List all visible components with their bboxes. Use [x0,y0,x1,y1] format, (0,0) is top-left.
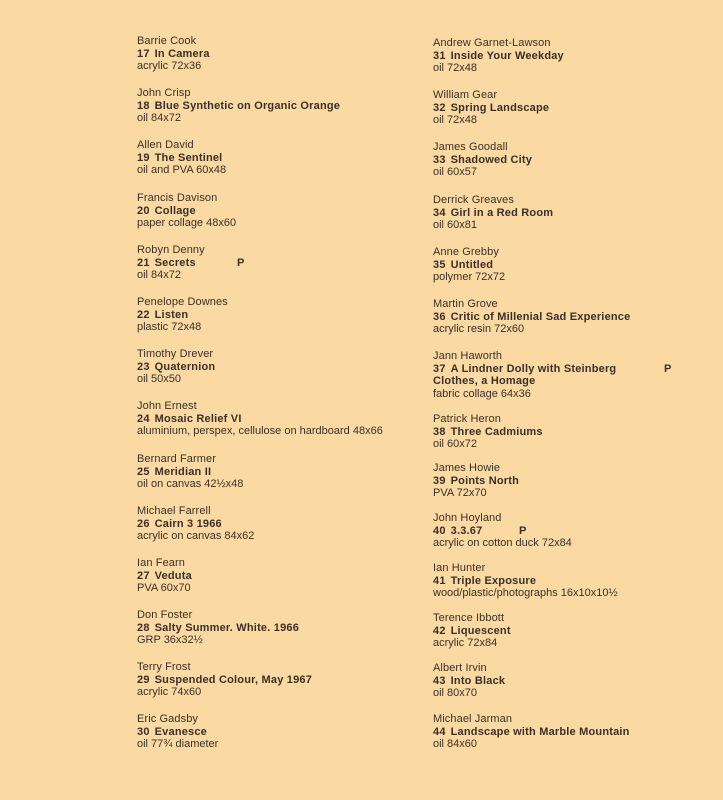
catalogue-entry [137,87,427,125]
artist-name: Andrew Garnet-Lawson [433,37,551,49]
catalogue-number: 38 [433,425,446,438]
artist-name: Francis Davison [137,192,218,204]
artwork-title [433,675,718,688]
artwork-title [433,625,718,638]
catalogue-number: 44 [433,725,446,738]
artwork-medium: paper collage 48x60 [137,217,237,229]
artwork-medium: oil 77¾ diameter [137,738,219,750]
artwork-title-text: A Lindner Dolly with Steinberg [450,362,617,375]
artwork-title [137,361,427,374]
artwork-title [137,309,427,322]
artwork-title [137,622,427,635]
catalogue-number: 43 [433,674,446,687]
catalogue-number: 36 [433,310,446,323]
artwork-title-text: Quaternion [154,360,216,373]
artwork-title-text: 3.3.67 [450,524,483,537]
catalogue-number: 21 [137,256,150,269]
artist-name: John Ernest [137,400,197,412]
catalogue-number: 20 [137,204,150,217]
catalogue-number: 34 [433,206,446,219]
artwork-title-text: Triple Exposure [450,574,537,587]
artwork-medium: oil 72x48 [433,114,478,126]
artwork-title-text: Points North [450,474,520,487]
catalogue-entry [433,89,718,127]
artwork-title-text: Mosaic Relief VI [154,412,242,425]
catalogue-number: 39 [433,474,446,487]
artwork-title-text: Suspended Colour, May 1967 [154,673,313,686]
artwork-title [137,518,427,531]
artwork-title-text: Three Cadmiums [450,425,543,438]
artwork-title [433,363,718,376]
artwork-medium: oil 80x70 [433,687,478,699]
artwork-medium: oil 72x48 [433,62,478,74]
artwork-title-text: Listen [154,308,189,321]
artwork-medium: oil and PVA 60x48 [137,164,227,176]
artist-name: James Goodall [433,141,508,153]
catalogue-entry [433,662,718,700]
artwork-medium: oil 84x60 [433,738,478,750]
artist-name: Barrie Cook [137,35,197,47]
catalogue-number: 17 [137,47,150,60]
artwork-title-text: Girl in a Red Room [450,206,554,219]
catalogue-entry [433,512,718,550]
artist-name: John Crisp [137,87,191,99]
artwork-title [433,426,718,439]
artwork-medium: oil 84x72 [137,112,182,124]
catalogue-entry [137,505,427,543]
artwork-title [137,466,427,479]
catalogue-entry [137,609,427,647]
artwork-title-text: Evanesce [154,725,208,738]
catalogue-number: 22 [137,308,150,321]
artwork-title [433,475,718,488]
artwork-title-text: Secrets [154,256,196,269]
purchase-mark: P [664,362,672,375]
catalogue-number: 41 [433,574,446,587]
artwork-title-text: Cairn 3 1966 [154,517,222,530]
artwork-medium: fabric collage 64x36 [433,387,531,400]
artwork-medium: oil 60x81 [433,219,478,231]
artwork-title [433,525,718,538]
artwork-title-text: Untitled [450,258,494,271]
artwork-title [137,726,427,739]
artist-name: Bernard Farmer [137,453,217,465]
catalogue-number: 28 [137,621,150,634]
artist-name: Penelope Downes [137,296,228,308]
artist-name: Eric Gadsby [137,713,199,725]
artwork-title-text: Critic of Millenial Sad Experience [450,310,631,323]
artwork-medium: oil 50x50 [137,373,182,385]
artist-name: Ian Hunter [433,562,486,574]
artwork-title-text: Into Black [450,674,506,687]
artwork-medium: oil 60x72 [433,438,478,450]
catalogue-entry [433,612,718,650]
catalogue-entry [137,139,427,177]
artwork-title [137,100,427,113]
artwork-medium: polymer 72x72 [433,271,506,283]
catalogue-entry [433,194,718,232]
catalogue-number: 37 [433,362,446,375]
catalogue-entry [433,246,718,284]
artist-name: Martin Grove [433,298,498,310]
artwork-title-text: Inside Your Weekday [450,49,564,62]
artwork-title [433,575,718,588]
artwork-medium: acrylic resin 72x60 [433,323,525,335]
artist-name: Don Foster [137,609,193,621]
artwork-title [433,311,718,324]
catalogue-number: 33 [433,153,446,166]
artist-name: Albert Irvin [433,662,487,674]
catalogue-number: 35 [433,258,446,271]
artist-name: Patrick Heron [433,413,501,425]
catalogue-entry [137,348,427,386]
artist-name: John Hoyland [433,512,502,524]
artwork-title-text: Landscape with Marble Mountain [450,725,630,738]
artist-name: Derrick Greaves [433,194,514,206]
artwork-title [433,154,718,167]
artwork-medium: acrylic 72x84 [433,637,498,649]
artist-name: James Howie [433,462,501,474]
artist-name: Michael Jarman [433,713,513,725]
artist-name: Terence Ibbott [433,612,505,624]
artwork-title-text: The Sentinel [154,151,223,164]
catalogue-number: 31 [433,49,446,62]
purchase-mark: P [237,256,245,269]
catalogue-number: 29 [137,673,150,686]
catalogue-entry [433,298,718,336]
artist-name: Anne Grebby [433,246,499,258]
purchase-mark: P [519,524,527,537]
catalogue-entry [433,462,718,500]
artwork-title [137,674,427,687]
catalogue-entry [137,244,427,282]
artist-name: William Gear [433,89,498,101]
artist-name: Timothy Drever [137,348,214,360]
artwork-medium: oil 84x72 [137,269,182,281]
artwork-title [137,48,427,61]
artwork-title [137,413,427,426]
artwork-medium: PVA 60x70 [137,582,191,594]
artwork-title [433,726,718,739]
artwork-title-text: Meridian II [154,465,212,478]
artwork-medium: acrylic on cotton duck 72x84 [433,537,572,549]
catalogue-number: 32 [433,101,446,114]
catalogue-number: 18 [137,99,150,112]
artist-name: Terry Frost [137,661,191,673]
artist-name: Ian Fearn [137,557,185,569]
catalogue-number: 40 [433,524,446,537]
catalogue-entry [137,35,427,73]
catalogue-entry [137,713,427,751]
artwork-title-text: Blue Synthetic on Organic Orange [154,99,341,112]
artwork-medium: acrylic 72x36 [137,60,202,72]
artwork-title [433,259,718,272]
artwork-title-text: Shadowed City [450,153,533,166]
artwork-title [433,207,718,220]
artwork-title [433,50,718,63]
artist-name: Allen David [137,139,194,151]
artwork-medium: acrylic on canvas 84x62 [137,530,255,542]
artwork-title-text: Veduta [154,569,192,582]
artwork-medium: oil on canvas 42½x48 [137,478,244,490]
catalogue-entry [433,37,718,75]
catalogue-number: 27 [137,569,150,582]
artwork-title-text: Collage [154,204,196,217]
catalogue-number: 23 [137,360,150,373]
artwork-title-text: Liquescent [450,624,511,637]
catalogue-number: 42 [433,624,446,637]
artwork-medium: aluminium, perspex, cellulose on hardboard 48x66 [137,425,383,437]
catalogue-entry [433,713,718,751]
catalogue-number: 26 [137,517,150,530]
artwork-title [137,570,427,583]
catalogue-entry [137,192,427,230]
artwork-medium: PVA 72x70 [433,487,487,499]
catalogue-number: 25 [137,465,150,478]
artwork-medium: oil 60x57 [433,166,478,178]
artwork-title-continued: Clothes, a Homage [433,375,536,387]
artist-name: Michael Farrell [137,505,211,517]
catalogue-entry [137,453,427,491]
artist-name: Robyn Denny [137,244,205,256]
catalogue-entry [433,413,718,451]
catalogue-entry [433,350,718,400]
artwork-medium: plastic 72x48 [137,321,202,333]
artwork-medium: wood/plastic/photographs 16x10x10½ [433,587,618,599]
artist-name: Jann Haworth [433,350,503,362]
catalogue-entry [433,141,718,179]
artwork-title-text: In Camera [154,47,210,60]
catalogue-entry [137,661,427,699]
artwork-title-text: Salty Summer. White. 1966 [154,621,300,634]
artwork-title [137,205,427,218]
catalogue-entry [137,296,427,334]
artwork-title [433,102,718,115]
catalogue-entry [137,400,427,438]
catalogue-entry [137,557,427,595]
artwork-title-text: Spring Landscape [450,101,550,114]
catalogue-number: 30 [137,725,150,738]
catalogue-number: 24 [137,412,150,425]
artwork-title [137,257,427,270]
artwork-medium: acrylic 74x60 [137,686,202,698]
artwork-medium: GRP 36x32½ [137,634,203,646]
catalogue-entry [433,562,718,600]
catalogue-number: 19 [137,151,150,164]
artwork-title [137,152,427,165]
